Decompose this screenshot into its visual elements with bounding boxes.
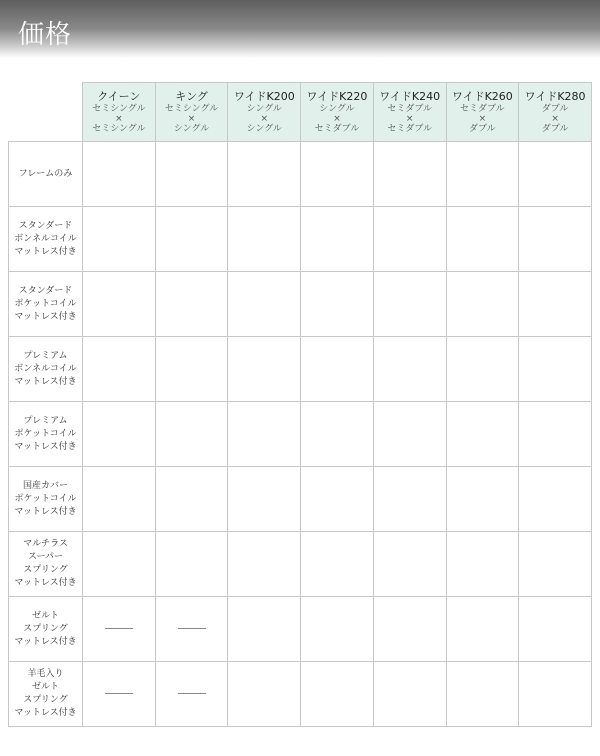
column-size-line: セミシングル [92, 123, 146, 134]
column-header [519, 83, 592, 142]
price-cell [155, 207, 228, 272]
price-cell [155, 272, 228, 337]
price-cell [373, 467, 446, 532]
price-cell [83, 337, 156, 402]
row-label-line: マットレス付き [14, 441, 77, 452]
column-size-line: ダブル [541, 103, 569, 114]
not-available-dash [105, 693, 133, 694]
price-cell [373, 402, 446, 467]
price-cell [519, 467, 592, 532]
price-cell [446, 337, 519, 402]
table-row [9, 142, 592, 207]
page-title: 価格 [18, 20, 73, 50]
column-name: ワイドK260 [451, 89, 513, 103]
price-cell [155, 402, 228, 467]
row-header [9, 597, 83, 662]
price-cell [519, 662, 592, 727]
row-label-line: プレミアム [23, 350, 68, 361]
column-name: キング [175, 89, 208, 103]
column-size-line: シングル [246, 123, 282, 134]
price-cell [301, 142, 374, 207]
column-size-line: シングル [173, 123, 210, 134]
column-size-line: × [115, 113, 123, 124]
column-size-line: セミダブル [387, 123, 432, 134]
row-header [9, 142, 83, 207]
price-cell [446, 597, 519, 662]
price-cell [83, 662, 156, 727]
price-cell [228, 532, 301, 597]
price-cell [446, 142, 519, 207]
price-cell [83, 402, 156, 467]
column-size-line: × [333, 113, 341, 124]
row-label-line: スプリング [23, 565, 68, 575]
row-header [9, 207, 83, 272]
column-header [373, 83, 446, 142]
price-table [8, 82, 592, 727]
price-cell [519, 272, 592, 337]
column-size-line: シングル [246, 103, 282, 114]
row-header [9, 662, 83, 727]
row-label-line: 国産カバー [22, 480, 68, 491]
column-size-line: シングル [319, 103, 355, 114]
row-header [9, 402, 83, 467]
column-name: ワイドK240 [379, 89, 441, 103]
row-label-line: スタンダード [18, 220, 73, 231]
column-size-line: セミダブル [314, 123, 360, 134]
not-available-dash [178, 693, 206, 694]
price-cell [301, 337, 374, 402]
price-cell [446, 662, 519, 727]
price-cell [301, 532, 374, 597]
column-size-line: × [478, 113, 487, 124]
row-label-line: マットレス付き [14, 636, 77, 647]
price-cell [228, 142, 301, 207]
price-cell [373, 532, 446, 597]
table-row [9, 662, 592, 727]
title-bar [0, 0, 600, 58]
price-cell [228, 597, 301, 662]
column-header [155, 83, 228, 142]
table-row [9, 207, 592, 272]
column-size-line: セミシングル [164, 103, 219, 114]
price-cell [155, 662, 228, 727]
column-name: クイーン [97, 89, 141, 103]
row-header [9, 467, 83, 532]
column-size-line: ダブル [541, 123, 569, 134]
price-cell [228, 467, 301, 532]
price-cell [228, 662, 301, 727]
row-label-line: マットレス付き [14, 376, 77, 387]
row-header [9, 532, 83, 597]
row-label-line: スタンダード [18, 285, 73, 296]
price-cell [301, 662, 374, 727]
price-cell [155, 597, 228, 662]
row-label-line: マットレス付き [14, 311, 77, 322]
table-row [9, 402, 592, 467]
price-cell [301, 207, 374, 272]
not-available-dash [105, 628, 133, 629]
column-name: ワイドK280 [524, 89, 586, 103]
column-size-line: セミダブル [387, 103, 432, 114]
price-cell [373, 662, 446, 727]
row-label-line: スプリング [23, 623, 68, 634]
price-cell [83, 142, 156, 207]
not-available-dash [178, 628, 206, 629]
row-label-line: ボンネルコイル [14, 363, 77, 374]
column-header [83, 83, 156, 142]
row-label-line: マットレス付き [14, 246, 77, 257]
price-cell [373, 597, 446, 662]
column-size-line: × [187, 113, 196, 124]
table-row [9, 272, 592, 337]
row-label-line: マットレス付き [14, 578, 77, 588]
table-row [9, 532, 592, 597]
price-cell [155, 142, 228, 207]
price-cell [228, 207, 301, 272]
column-size-line: × [260, 113, 269, 124]
price-cell [83, 272, 156, 337]
row-label-line: ポケットコイル [14, 428, 77, 439]
price-cell [446, 207, 519, 272]
price-cell [446, 467, 519, 532]
price-cell [155, 337, 228, 402]
price-cell [83, 597, 156, 662]
row-label-line: スプリング [23, 695, 68, 705]
row-label-line: マルチラス [23, 539, 68, 549]
price-cell [301, 597, 374, 662]
price-cell [519, 532, 592, 597]
price-cell [373, 272, 446, 337]
price-cell [228, 272, 301, 337]
price-cell [446, 402, 519, 467]
column-header [446, 83, 519, 142]
table-row [9, 337, 592, 402]
column-size-line: ダブル [469, 123, 496, 134]
price-cell [519, 207, 592, 272]
price-cell [83, 532, 156, 597]
price-cell [446, 272, 519, 337]
price-cell [301, 467, 374, 532]
price-cell [519, 142, 592, 207]
column-size-line: × [405, 113, 414, 124]
row-header [9, 272, 83, 337]
row-label-line: ポケットコイル [14, 493, 77, 504]
row-label-line: ボンネルコイル [14, 233, 77, 244]
row-label-line: 羊毛入り [27, 669, 64, 679]
price-cell [373, 337, 446, 402]
price-cell [519, 337, 592, 402]
header-row [9, 83, 592, 142]
table-row [9, 467, 592, 532]
price-cell [228, 337, 301, 402]
price-cell [155, 467, 228, 532]
column-name: ワイドK220 [306, 89, 368, 103]
price-cell [446, 532, 519, 597]
price-cell [228, 402, 301, 467]
row-label-line: マットレス付き [14, 708, 77, 718]
row-label-line: フレームのみ [18, 168, 73, 179]
column-name: ワイドK200 [233, 89, 295, 103]
row-label-line: ゼルト [31, 610, 59, 621]
column-size-line: × [551, 113, 559, 124]
price-cell [83, 207, 156, 272]
column-size-line: セミシングル [92, 103, 146, 114]
price-cell [373, 207, 446, 272]
price-cell [301, 402, 374, 467]
price-cell [301, 272, 374, 337]
price-cell [519, 402, 592, 467]
price-cell [519, 597, 592, 662]
row-header [9, 337, 83, 402]
column-header [228, 83, 301, 142]
price-cell [83, 467, 156, 532]
row-label-line: マットレス付き [14, 506, 77, 517]
table-row [9, 597, 592, 662]
row-label-line: プレミアム [23, 415, 68, 426]
column-header [301, 83, 374, 142]
corner-cell [9, 83, 83, 142]
row-label-line: ポケットコイル [14, 298, 77, 309]
row-label-line: ゼルト [31, 682, 59, 692]
row-label-line: スーパー [27, 552, 64, 562]
price-cell [373, 142, 446, 207]
column-size-line: セミダブル [460, 103, 505, 114]
price-cell [155, 532, 228, 597]
